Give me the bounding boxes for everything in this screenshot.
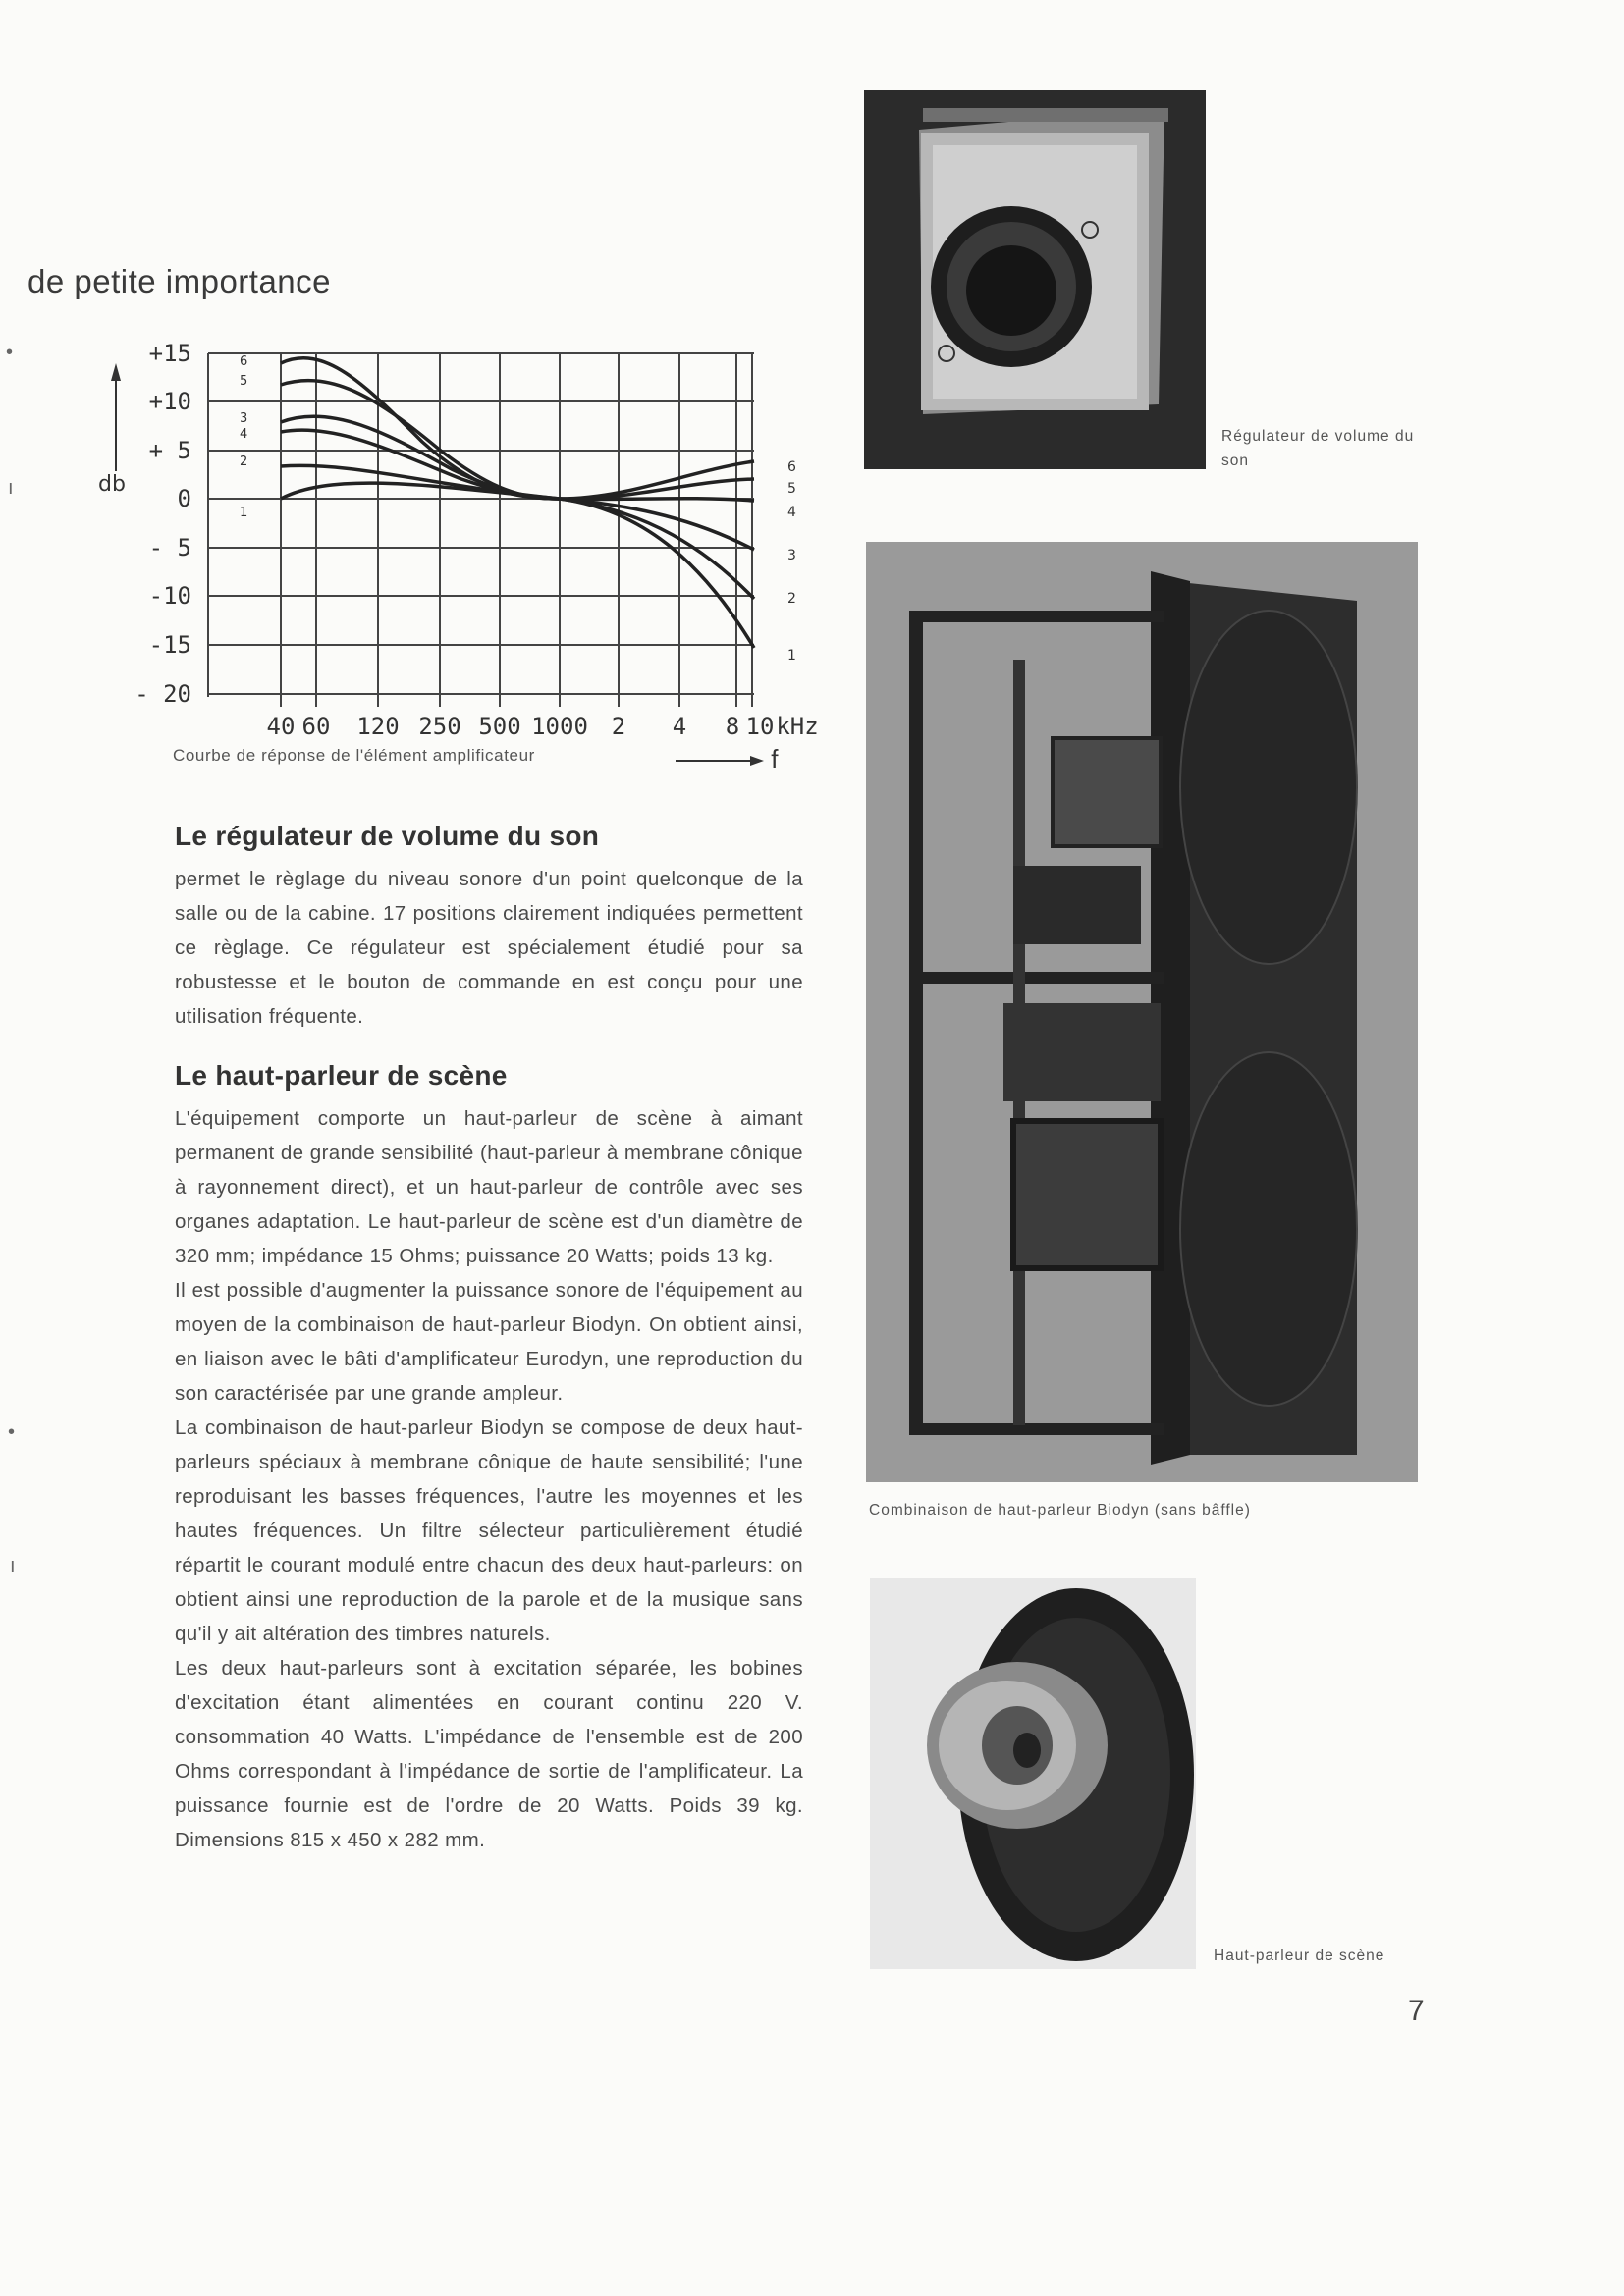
- speaker-paragraph: Les deux haut-parleurs sont à excitation séparée, les bobines d'excitation étant alimentées en courant continu 220 V. consommation 40 Watts. L'impédance de l'ensemble est de 200 Ohms correspondant à l'impédance de sortie de l'amplificateur. La puissance fournie est de l'ordre de 20 Watts. Poids 39 kg. Dimensions 815 x 450 x 282 mm.: [175, 1657, 803, 1851]
- x-tick-label: 120: [356, 713, 400, 740]
- regulator-caption: Régulateur de volume du son: [1221, 428, 1415, 469]
- x-tick-label: 10: [745, 713, 775, 740]
- stage-speaker-caption: Haut-parleur de scène: [1214, 1948, 1385, 1964]
- curve-4: [281, 430, 754, 501]
- curve-label: 1: [240, 506, 248, 520]
- x-tick-label: 250: [418, 713, 461, 740]
- chart-grid: [208, 353, 754, 707]
- curve-label: 1: [787, 648, 796, 664]
- volume-section: [175, 821, 803, 1034]
- speaker-section-title: Le haut-parleur de scène: [175, 1060, 508, 1091]
- margin-mark: ı: [8, 477, 14, 499]
- volume-section-text: permet le règlage du niveau sonore d'un point quelconque de la salle ou de la cabine. 17 positions clairement indiquées permettent ce règlage. Ce régulateur est spécialement étudié pour sa robustesse et le bouton de commande en est conçu pour une utilisation fréquente.: [175, 868, 803, 1028]
- y-tick-label: +10: [148, 388, 191, 415]
- section-title: de petite importance: [27, 263, 332, 299]
- curve-label: 3: [240, 411, 248, 426]
- x-tick-label: 1000: [531, 713, 588, 740]
- x-tick-label: 8: [725, 713, 740, 740]
- margin-mark: ı: [10, 1555, 16, 1576]
- arrow-line: [676, 760, 754, 762]
- regulator-photo: [864, 90, 1206, 469]
- arrow-right-icon: [750, 756, 764, 766]
- stage-speaker-photo: [870, 1578, 1196, 1969]
- curve-label: 2: [240, 454, 248, 469]
- speaker-paragraph: La combinaison de haut-parleur Biodyn se compose de deux haut-parleurs spéciaux à membrane cônique de haute sensibilité; l'une reproduisant les basses fréquences, l'autre les moyennes et les hautes fréquences. Un filtre sélecteur particulièrement étudié répartit le courant modulé entre chacun des deux haut-parleurs: on obtient ainsi une reproduction de la parole et de la musique sans qu'il y ait altération des timbres naturels.: [175, 1416, 803, 1645]
- margin-mark: •: [6, 342, 14, 363]
- x-tick-label: 4: [672, 713, 687, 740]
- chart-caption: Courbe de réponse de l'élément amplificateur: [173, 746, 535, 765]
- response-chart-svg: [98, 324, 844, 746]
- page-number: 7: [1408, 1995, 1425, 2027]
- curve-label: 5: [787, 481, 796, 497]
- curve-label: 2: [787, 591, 796, 607]
- y-tick-label: -15: [148, 631, 191, 659]
- speaker-paragraph: Il est possible d'augmenter la puissance sonore de l'équipement au moyen de la combinaison de haut-parleur Biodyn. On obtient ainsi, en liaison avec le bâti d'amplificateur Eurodyn, une reproduction du son caractérisée par une grande ampleur.: [175, 1279, 803, 1405]
- curve-label: 5: [240, 374, 248, 389]
- volume-section-title: Le régulateur de volume du son: [175, 821, 600, 851]
- biodyn-photo: [866, 542, 1418, 1482]
- curve-1: [281, 483, 754, 648]
- curve-label: 6: [787, 459, 796, 475]
- curve-label: 6: [240, 354, 248, 369]
- frequency-label: f: [771, 744, 779, 774]
- x-tick-label: kHz: [776, 713, 819, 740]
- y-unit: db: [98, 472, 126, 497]
- speaker-paragraph: L'équipement comporte un haut-parleur de scène à aimant permanent de grande sensibilité (haut-parleur à membrane cônique à rayonnement direct), et un haut-parleur de contrôle avec ses organes adaptation. Le haut-parleur de scène est d'un diamètre de 320 mm; impédance 15 Ohms; puissance 20 Watts; poids 13 kg.: [175, 1107, 803, 1267]
- x-tick-labels: [267, 713, 819, 740]
- x-tick-label: 40: [266, 713, 296, 740]
- curve-label: 4: [240, 427, 248, 442]
- right-curve-labels: [787, 459, 796, 664]
- left-curve-labels: [240, 354, 247, 520]
- y-tick-label: - 5: [148, 534, 191, 561]
- curve-label: 4: [787, 505, 796, 520]
- biodyn-caption: Combinaison de haut-parleur Biodyn (sans bâffle): [869, 1502, 1251, 1519]
- curve-6: [281, 358, 754, 499]
- frequency-arrow: [676, 744, 778, 774]
- y-tick-label: - 20: [135, 680, 191, 708]
- y-tick-label: + 5: [148, 437, 191, 464]
- curve-label: 3: [787, 548, 796, 563]
- y-tick-label: +15: [148, 340, 191, 367]
- y-tick-label: 0: [177, 485, 191, 512]
- response-chart: [98, 324, 844, 775]
- y-tick-label: -10: [148, 582, 191, 610]
- y-tick-labels: [135, 340, 191, 708]
- margin-mark: •: [8, 1421, 16, 1443]
- x-tick-label: 60: [301, 713, 331, 740]
- x-tick-label: 2: [611, 713, 626, 740]
- x-tick-label: 500: [478, 713, 521, 740]
- y-unit-arrow: [111, 363, 121, 471]
- curve-5: [281, 381, 754, 499]
- speaker-section: [175, 1060, 803, 1857]
